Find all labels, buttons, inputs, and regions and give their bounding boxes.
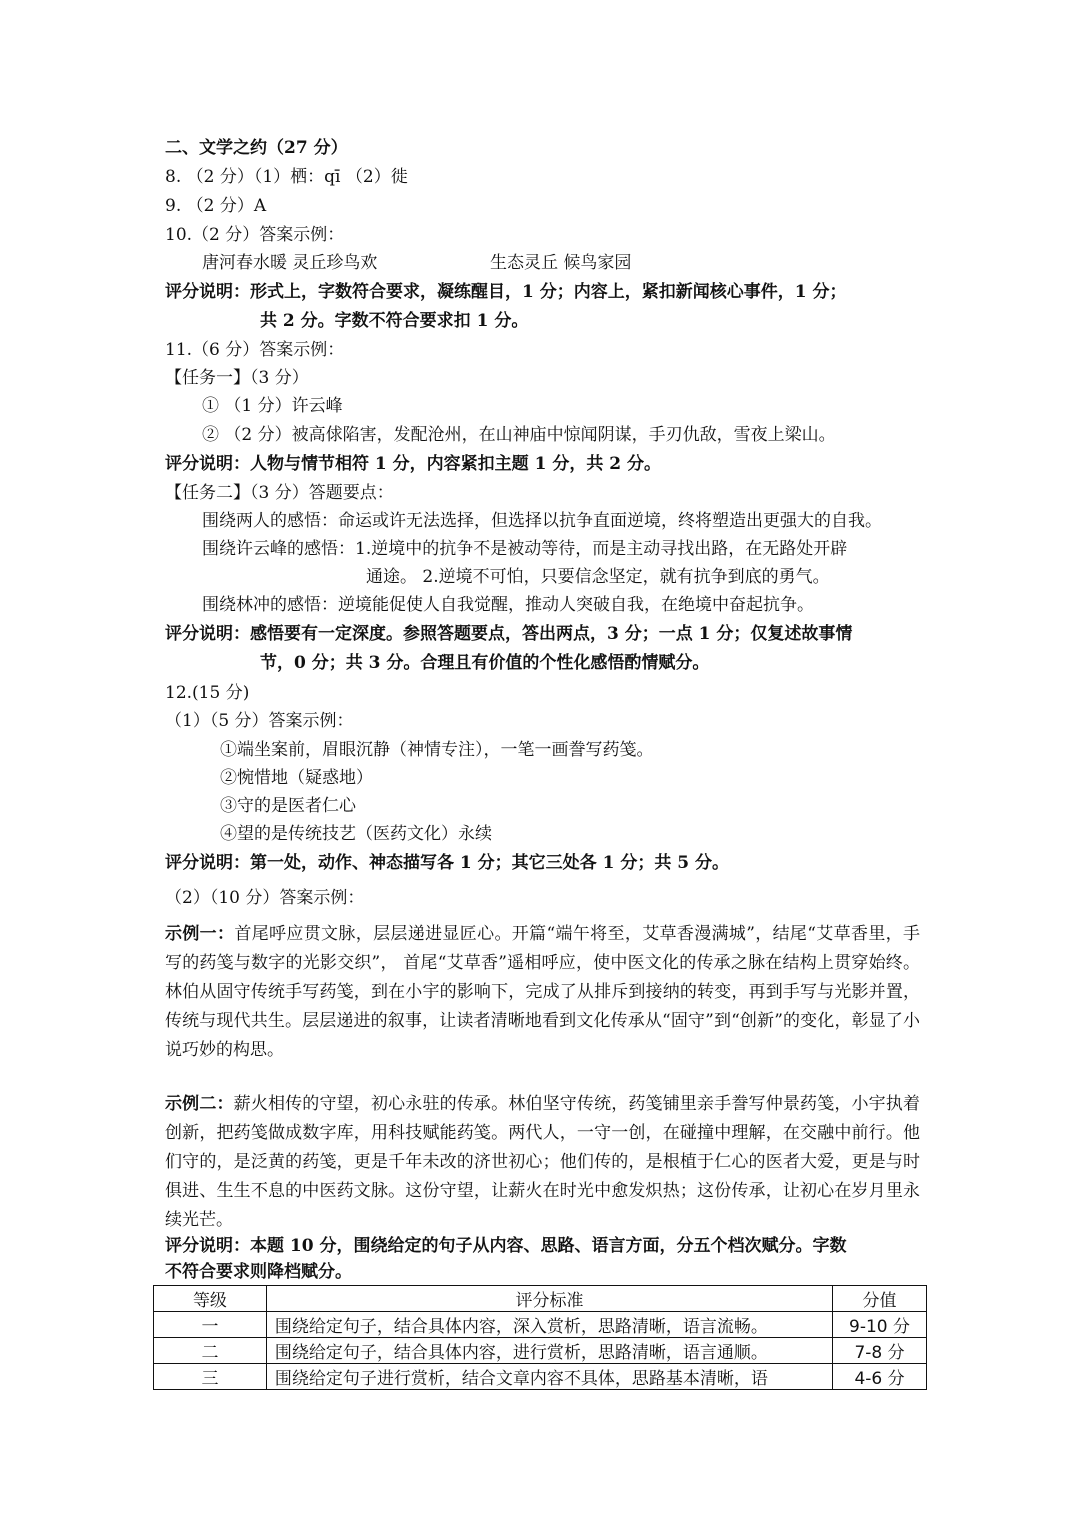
question-12-answer-2: ②惋惜地（疑惑地） (220, 768, 373, 788)
example-2-label: 示例二： (165, 1094, 234, 1114)
task-2-point-3: 围绕林冲的感悟：逆境能促使人自我觉醒，推动人突破自我，在绝境中奋起抗争。 (202, 595, 814, 615)
question-12-answer-1: ①端坐案前，眉眼沉静（神情专注），一笔一画誊写药笺。 (220, 740, 654, 760)
table-header-level: 等级 (154, 1286, 267, 1312)
table-cell-criteria: 围绕给定句子，结合具体内容，深入赏析，思路清晰，语言流畅。 (266, 1312, 832, 1338)
task-2-point-1: 围绕两人的感悟：命运或许无法选择，但选择以抗争直面逆境，终将塑造出更强大的自我。 (202, 511, 882, 531)
table-cell-level: 三 (154, 1364, 267, 1390)
task-1-scoring-note: 评分说明：人物与情节相符 1 分，内容紧扣主题 1 分，共 2 分。 (165, 454, 661, 474)
example-1-label: 示例一： (165, 924, 235, 944)
table-cell-level: 二 (154, 1338, 267, 1364)
example-2-paragraph (165, 1090, 920, 1235)
question-12-part-2-scoring-note-1: 评分说明：本题 10 分，围绕给定的句子从内容、思路、语言方面，分五个档次赋分。字数 (165, 1236, 847, 1256)
table-cell-score: 7-8 分 (833, 1338, 927, 1364)
question-10-scoring-note-2: 共 2 分。字数不符合要求扣 1 分。 (260, 311, 529, 331)
task-1-item-2: ② （2 分）被高俅陷害，发配沧州，在山神庙中惊闻阴谋，手刃仇敌，雪夜上梁山。 (202, 425, 836, 445)
table-cell-score: 4-6 分 (833, 1364, 927, 1390)
table-row (154, 1312, 927, 1338)
task-2-point-2-line-1: 围绕许云峰的感悟：1.逆境中的抗争不是被动等待，而是主动寻找出路，在无路处开辟 (202, 539, 848, 559)
task-2-scoring-note-1: 评分说明：感悟要有一定深度。参照答题要点，答出两点，3 分；一点 1 分；仅复述故事情 (165, 624, 853, 644)
task-1-heading: 【任务一】（3 分） (165, 368, 309, 388)
question-12-answer-4: ④望的是传统技艺（医药文化）永续 (220, 824, 492, 844)
question-8: 8. （2 分）（1）栖：qī （2）徙 (165, 167, 408, 187)
example-2-text: 薪火相传的守望，初心永驻的传承。林伯坚守传统，药笺铺里亲手誊写仲景药笺，小宇执着创新，把药笺做成数字库，用科技赋能药笺。两代人，一守一创，在碰撞中理解，在交融中前行。他们守的，是泛黄的药笺，更是千年未改的济世初心；他们传的，是根植于仁心的医者大爱，更是与时俱进、生生不息的中医药文脉。这份守望，让薪火在时光中愈发炽热；这份传承，让初心在岁月里永续光芒。 (165, 1094, 921, 1230)
table-header-criteria: 评分标准 (266, 1286, 832, 1312)
question-9: 9. （2 分）A (165, 196, 267, 216)
question-10-example-2: 生态灵丘 候鸟家园 (490, 253, 632, 273)
question-12-answer-3: ③守的是医者仁心 (220, 796, 356, 816)
table-cell-criteria: 围绕给定句子，结合具体内容，进行赏析，思路清晰，语言通顺。 (266, 1338, 832, 1364)
table-row (154, 1364, 927, 1390)
question-12-head: 12.(15 分) (165, 683, 250, 703)
question-10-scoring-note-1: 评分说明：形式上，字数符合要求，凝练醒目，1 分；内容上，紧扣新闻核心事件，1 分； (165, 282, 847, 302)
task-2-heading: 【任务二】（3 分）答题要点： (165, 483, 394, 503)
question-12-part-1-head: （1）（5 分）答案示例： (165, 711, 354, 731)
question-12-part-2-head: （2）（10 分）答案示例： (165, 888, 365, 908)
section-title: 二、文学之约（27 分） (165, 138, 348, 158)
question-10-head: 10.（2 分）答案示例： (165, 225, 345, 245)
question-11-head: 11.（6 分）答案示例： (165, 340, 345, 360)
task-2-scoring-note-2: 节，0 分；共 3 分。合理且有价值的个性化感悟酌情赋分。 (260, 653, 710, 673)
example-1-paragraph (165, 920, 920, 1065)
table-cell-score: 9-10 分 (833, 1312, 927, 1338)
table-header-score: 分值 (833, 1286, 927, 1312)
question-12-part-2-scoring-note-2: 不符合要求则降档赋分。 (165, 1262, 352, 1282)
task-1-item-1: ① （1 分）许云峰 (202, 396, 343, 416)
table-header-row (154, 1286, 927, 1312)
table-cell-criteria: 围绕给定句子进行赏析，结合文章内容不具体，思路基本清晰，语 (266, 1364, 832, 1390)
question-12-part-1-scoring-note: 评分说明：第一处，动作、神态描写各 1 分；其它三处各 1 分；共 5 分。 (165, 853, 729, 873)
question-10-example-1: 唐河春水暖 灵丘珍鸟欢 (202, 253, 378, 273)
task-2-point-2-line-2: 通途。 2.逆境不可怕，只要信念坚定，就有抗争到底的勇气。 (366, 567, 830, 587)
table-cell-level: 一 (154, 1312, 267, 1338)
table-row (154, 1338, 927, 1364)
example-1-text: 首尾呼应贯文脉，层层递进显匠心。开篇“端午将至，艾草香漫满城”，结尾“艾草香里，手写的药笺与数字的光影交织”， 首尾“艾草香”遥相呼应，使中医文化的传承之脉在结构上贯穿始终。林伯从固守传统手写药笺，到在小宇的影响下，完成了从排斥到接纳的转变，再到手写与光影并置，传统与现代共生。层层递进的叙事，让读者清晰地看到文化传承从“固守”到“创新”的变化，彰显了小说巧妙的构思。 (165, 924, 920, 1060)
grading-table (153, 1285, 927, 1390)
